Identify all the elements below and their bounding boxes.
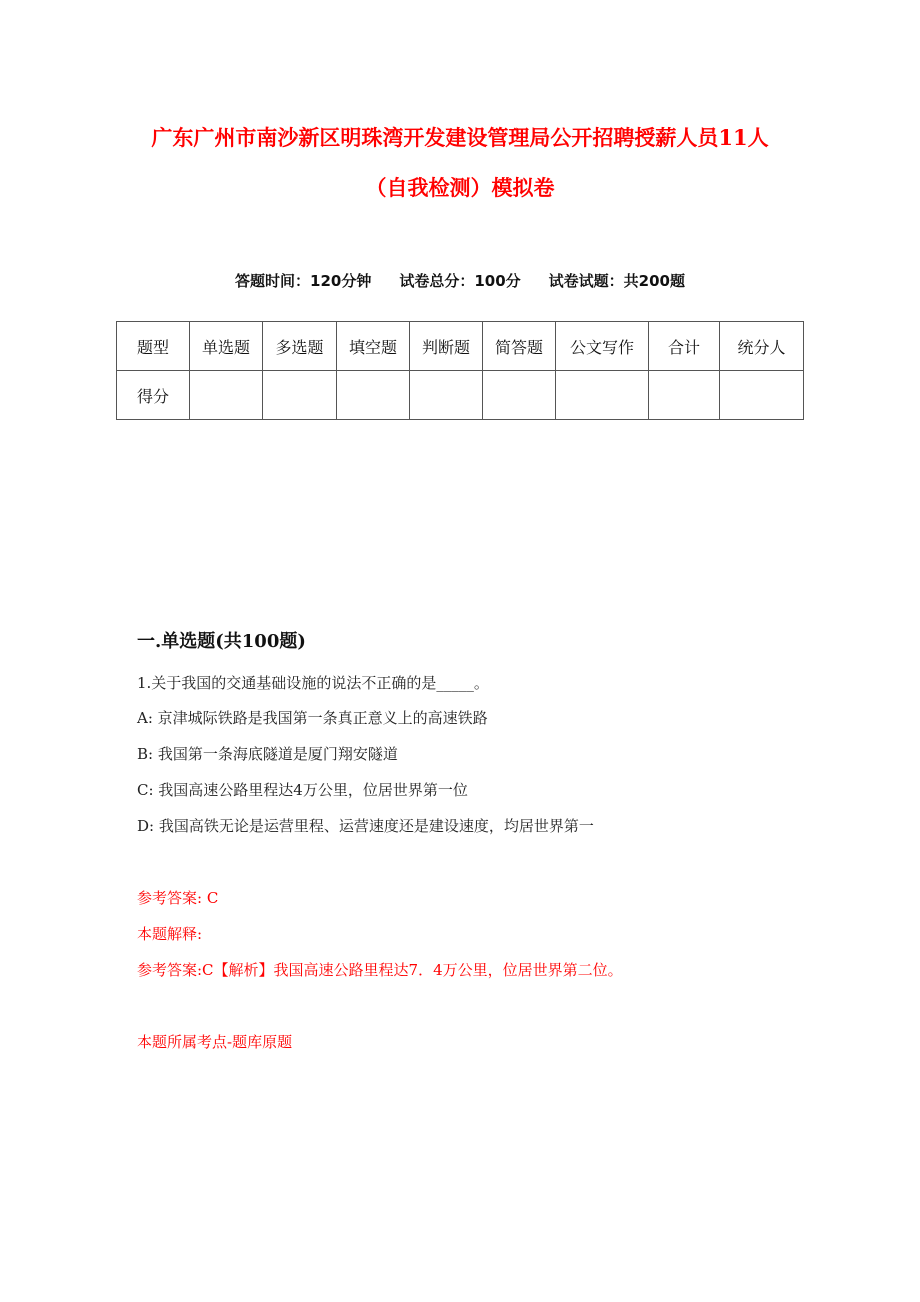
explanation: 参考答案:C【解析】我国高速公路里程达7．4万公里，位居世界第二位。 (137, 961, 623, 979)
document-title-line2: （自我检测）模拟卷 (365, 175, 555, 200)
question-stem: 1.关于我国的交通基础设施的说法不正确的是_____。 (137, 674, 489, 692)
header-cell: 简答题 (483, 322, 556, 371)
document-title-line1: 广东广州市南沙新区明珠湾开发建设管理局公开招聘授薪人员11人 (151, 125, 769, 150)
score-cell (410, 371, 483, 420)
score-cell (720, 371, 804, 420)
score-table-row (117, 371, 804, 420)
score-table (116, 321, 804, 420)
header-cell: 题型 (117, 322, 190, 371)
header-cell: 填空题 (337, 322, 410, 371)
question-source: 本题所属考点-题库原题 (137, 1033, 293, 1051)
option-c: C: 我国高速公路里程达4万公里，位居世界第一位 (137, 781, 468, 799)
exam-meta (0, 270, 920, 291)
score-cell (649, 371, 720, 420)
score-cell (263, 371, 337, 420)
exam-total-score: 试卷总分：100分 (399, 272, 521, 290)
header-cell: 多选题 (263, 322, 337, 371)
option-d: D: 我国高铁无论是运营里程、运营速度还是建设速度，均居世界第一 (137, 817, 594, 835)
option-a: A: 京津城际铁路是我国第一条真正意义上的高速铁路 (137, 709, 488, 727)
score-cell (190, 371, 263, 420)
header-cell: 判断题 (410, 322, 483, 371)
exam-question-count: 试卷试题：共200题 (548, 272, 685, 290)
option-b: B: 我国第一条海底隧道是厦门翔安隧道 (137, 745, 398, 763)
header-cell: 公文写作 (556, 322, 649, 371)
header-cell: 单选题 (190, 322, 263, 371)
header-cell: 统分人 (720, 322, 804, 371)
section-heading: 一.单选题(共100题) (137, 631, 306, 652)
answer: 参考答案: C (137, 889, 219, 907)
score-cell (556, 371, 649, 420)
exam-time: 答题时间：120分钟 (235, 272, 372, 290)
score-cell (337, 371, 410, 420)
header-cell: 合计 (649, 322, 720, 371)
score-cell (483, 371, 556, 420)
explanation-label: 本题解释: (137, 925, 203, 943)
row-label-cell: 得分 (117, 371, 190, 420)
score-table-header-row (117, 322, 804, 371)
